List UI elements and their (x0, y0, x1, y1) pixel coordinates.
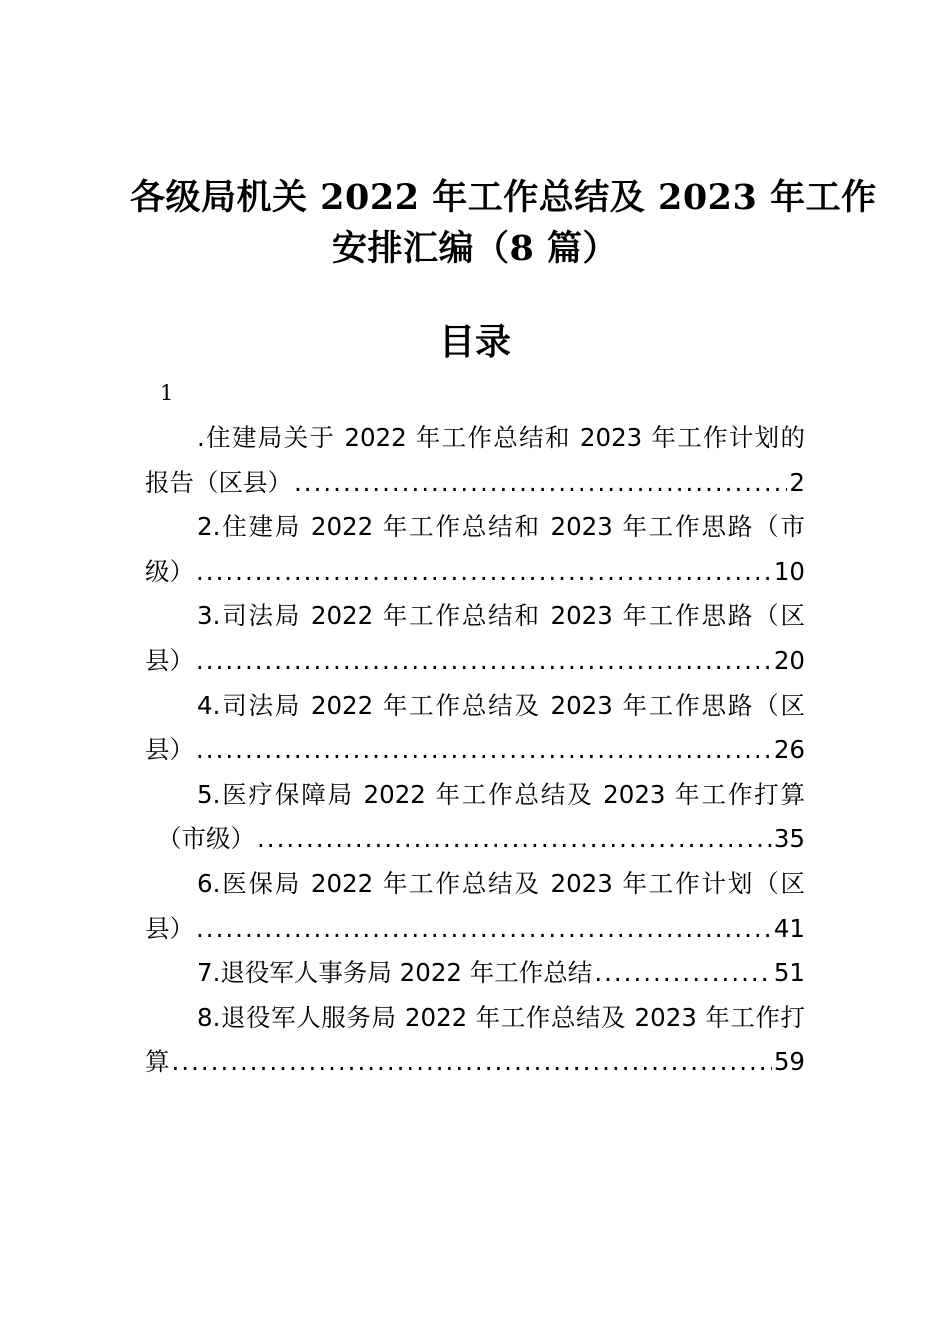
toc-entry[interactable] (145, 684, 805, 773)
stray-number: 1 (160, 381, 174, 405)
toc-entry-title: 8.退役军人服务局 2022 年工作总结及 2023 年工作打 (197, 1002, 805, 1032)
dot-leader (257, 817, 772, 862)
document-title (130, 172, 877, 274)
toc-page-number: 26 (773, 735, 805, 765)
toc-heading: 目录 (438, 321, 511, 363)
toc-entry-title: 3.司法局 2022 年工作总结和 2023 年工作思路（区 (197, 601, 805, 631)
dot-leader (172, 1040, 772, 1085)
toc-entry-title-cont: 县） (145, 735, 194, 765)
dot-leader (594, 951, 772, 996)
toc-entry[interactable] (145, 773, 805, 862)
toc-page-number: 2 (789, 467, 805, 497)
toc-entry[interactable] (145, 996, 805, 1085)
toc-entry-title-cont: 级） (145, 556, 194, 586)
title-line-1: 各级局机关 2022 年工作总结及 2023 年工作 (130, 177, 877, 218)
toc-entry-title-cont: （市级） (157, 824, 255, 854)
toc-page-number: 41 (773, 913, 805, 943)
dot-leader (196, 550, 772, 595)
table-of-contents (145, 416, 805, 1085)
toc-entry-title: 2.住建局 2022 年工作总结和 2023 年工作思路（市 (197, 512, 805, 542)
toc-entry-title-cont: 报告（区县） (145, 467, 292, 497)
toc-entry[interactable] (145, 862, 805, 951)
dot-leader (196, 728, 772, 773)
toc-entry-title: 4.司法局 2022 年工作总结及 2023 年工作思路（区 (197, 690, 805, 720)
toc-entry-title-cont: 县） (145, 645, 194, 675)
toc-entry[interactable] (145, 951, 805, 996)
dot-leader (294, 461, 787, 506)
dot-leader (196, 907, 772, 952)
toc-entry[interactable] (145, 416, 805, 505)
toc-entry-title: 5.医疗保障局 2022 年工作总结及 2023 年工作打算 (197, 779, 805, 809)
toc-page-number: 59 (773, 1047, 805, 1077)
toc-page-number: 20 (773, 645, 805, 675)
toc-entry[interactable] (145, 594, 805, 683)
dot-leader (196, 639, 772, 684)
title-line-2: 安排汇编（8 篇） (331, 228, 619, 269)
toc-page-number: 51 (773, 958, 805, 988)
toc-page-number: 35 (773, 824, 805, 854)
toc-entry-title: 6.医保局 2022 年工作总结及 2023 年工作计划（区 (197, 868, 805, 898)
toc-entry-title: 7.退役军人事务局 2022 年工作总结 (197, 958, 593, 988)
toc-page-number: 10 (773, 556, 805, 586)
toc-entry-title-cont: 县） (145, 913, 194, 943)
toc-entry-title: .住建局关于 2022 年工作总结和 2023 年工作计划的 (197, 423, 805, 452)
toc-entry-title-cont: 算 (145, 1047, 170, 1077)
toc-entry[interactable] (145, 505, 805, 594)
